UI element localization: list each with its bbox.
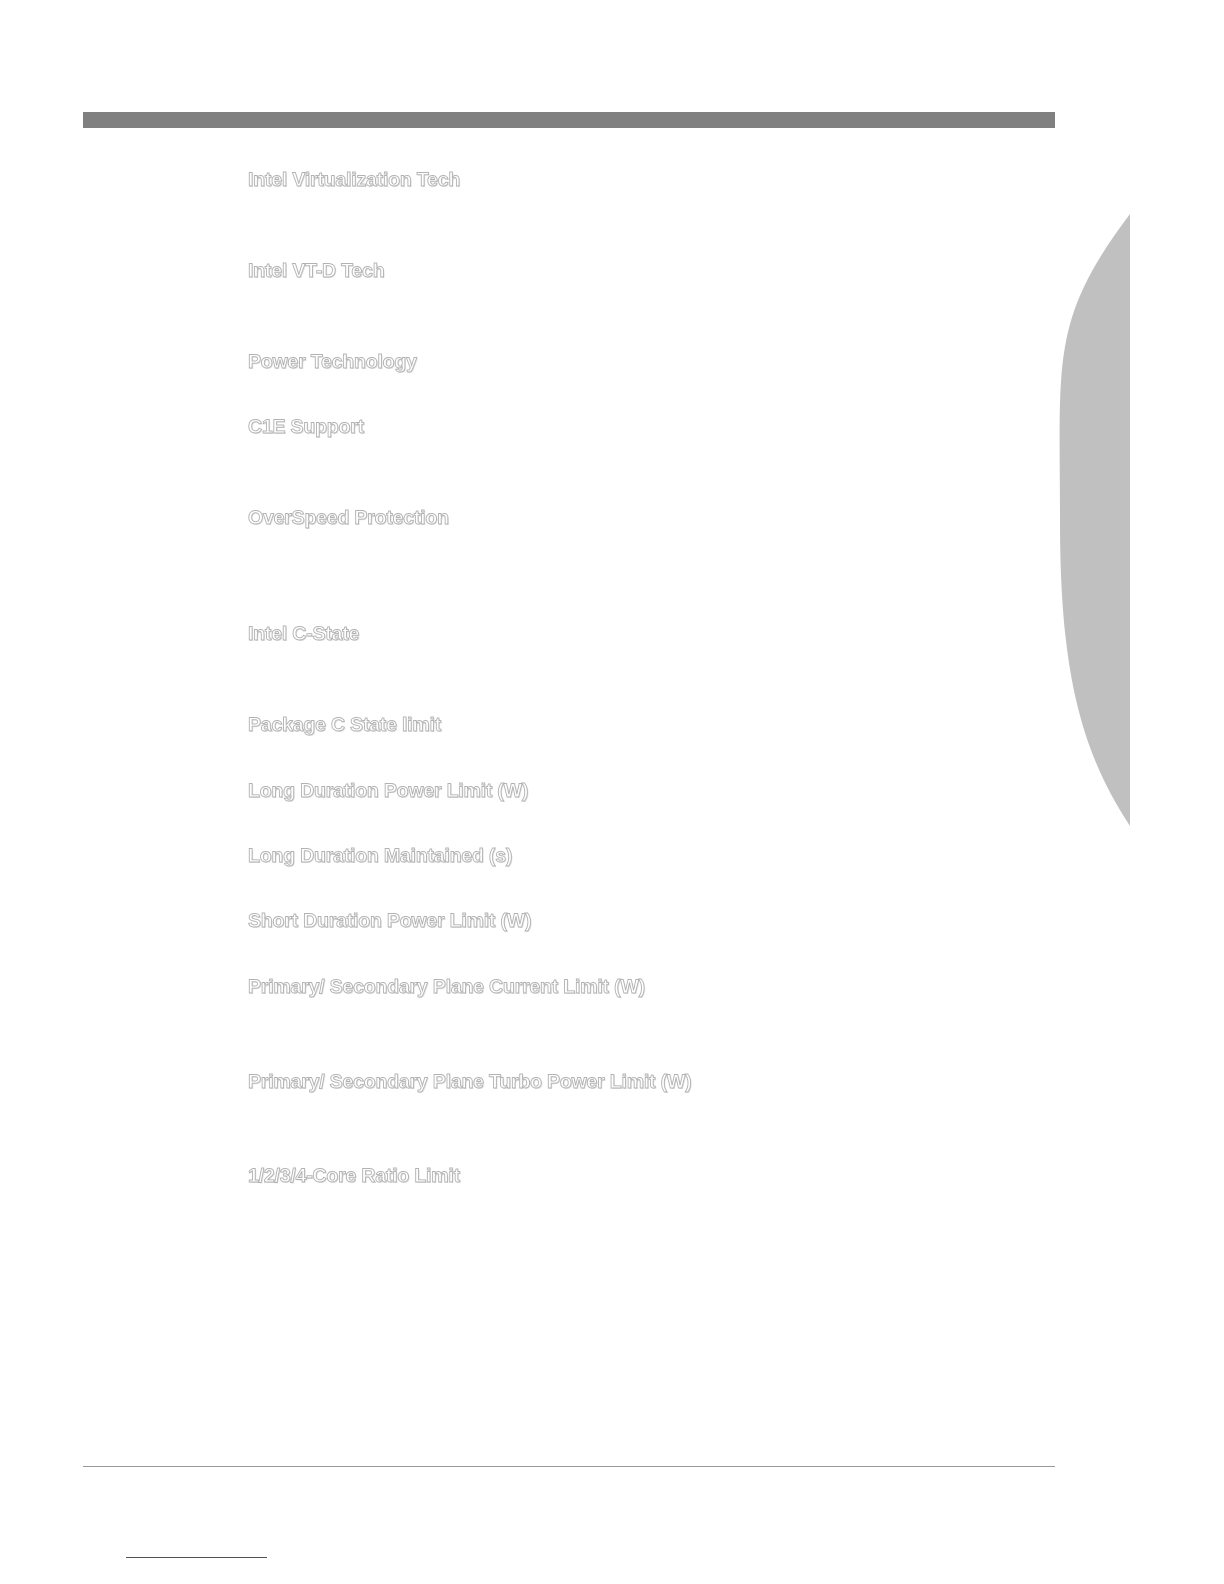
setting-long-duration-maintained: Long Duration Maintained (s) (248, 845, 513, 867)
setting-package-c-state-limit: Package C State limit (248, 714, 442, 736)
setting-short-duration-power-limit: Short Duration Power Limit (W) (248, 910, 532, 932)
setting-long-duration-power-limit: Long Duration Power Limit (W) (248, 780, 529, 802)
setting-intel-virtualization-tech: Intel Virtualization Tech (248, 169, 461, 191)
setting-c1e-support: C1E Support (248, 416, 364, 438)
setting-intel-vt-d-tech: Intel VT-D Tech (248, 260, 385, 282)
setting-overspeed-protection: OverSpeed Protection (248, 507, 449, 529)
setting-core-ratio-limit: 1/2/3/4-Core Ratio Limit (248, 1165, 460, 1187)
setting-plane-turbo-power-limit: Primary/ Secondary Plane Turbo Power Limit (W) (248, 1071, 692, 1093)
side-chapter-tab (1040, 190, 1130, 850)
footer-rule (83, 1466, 1055, 1467)
setting-plane-current-limit: Primary/ Secondary Plane Current Limit (W) (248, 976, 645, 998)
footer-link-underline[interactable] (126, 1557, 267, 1558)
settings-list (248, 0, 1008, 1300)
setting-power-technology: Power Technology (248, 351, 417, 373)
setting-intel-c-state: Intel C-State (248, 623, 360, 645)
